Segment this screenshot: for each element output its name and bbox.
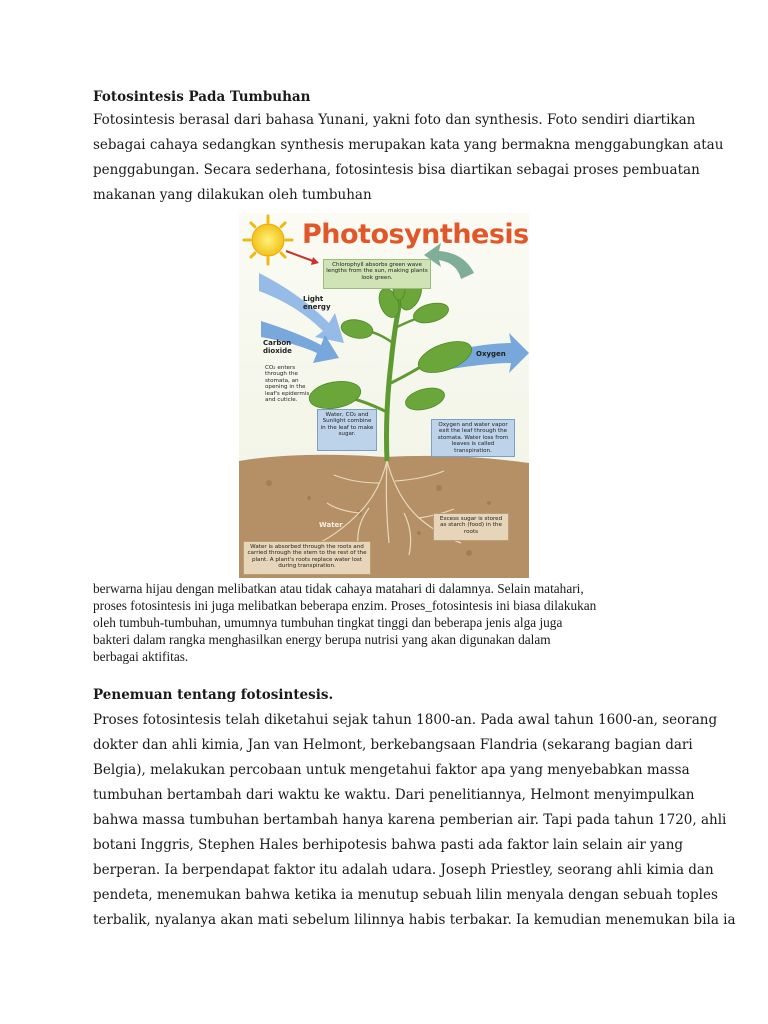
discovery-line: Proses fotosintesis telah diketahui sejak tahun 1800-an. Pada awal tahun 1600-an, seorang <box>93 712 718 728</box>
photosynthesis-illustration <box>239 213 529 578</box>
intro-paragraph <box>93 108 724 208</box>
chlorophyll-note: Chlorophyll absorbs green wave lengths from the sun, making plants look green. <box>323 259 431 289</box>
oxygen-label: Oxygen <box>476 350 506 358</box>
intro-line: Fotosintesis berasal dari bahasa Yunani, yakni foto dan synthesis. Foto sendiri diartikan <box>93 112 696 128</box>
discovery-line: berperan. Ia berpendapat faktor itu adalah udara. Joseph Priestley, seorang ahli kimia dan <box>93 862 714 878</box>
continuation-line: berbagai aktifitas. <box>93 649 189 664</box>
discovery-line: terbalik, nyalanya akan mati sebelum lilinnya habis terbakar. Ia kemudian menemukan bila ia <box>93 912 736 928</box>
sugar-note: Excess sugar is stored as starch (food) in the roots <box>433 513 509 541</box>
continuation-paragraph <box>93 580 674 665</box>
roots-note: Water is absorbed through the roots and carried through the stem to the rest of the plant. A plant's roots replace water lost during transpiration. <box>243 541 371 575</box>
section-heading-photosynthesis: Fotosintesis Pada Tumbuhan <box>93 89 311 105</box>
figure-title: Photosynthesis <box>302 219 529 250</box>
discovery-line: botani Inggris, Stephen Hales berhipotesis bahwa pasti ada faktor lain selain air yang <box>93 837 684 853</box>
light-energy-label: Light energy <box>303 295 331 311</box>
intro-line: penggabungan. Secara sederhana, fotosintesis bisa diartikan sebagai proses pembuatan <box>93 162 700 178</box>
combine-note: Water, CO₂ and Sunlight combine in the leaf to make sugar. <box>317 409 377 451</box>
intro-line: sebagai cahaya sedangkan synthesis merupakan kata yang bermakna menggabungkan atau <box>93 137 724 153</box>
carbon-dioxide-label: Carbon dioxide <box>263 339 292 355</box>
sun-icon <box>244 216 292 264</box>
discovery-line: pendeta, menemukan bahwa ketika ia menutup sebuah lilin menyala dengan sebuah toples <box>93 887 718 903</box>
discovery-line: bahwa massa tumbuhan bertambah hanya karena pemberian air. Tapi pada tahun 1720, ahli <box>93 812 727 828</box>
discovery-line: dokter dan ahli kimia, Jan van Helmont, berkebangsaan Flandria (sekarang bagian dari <box>93 737 693 753</box>
continuation-line: oleh tumbuh-tumbuhan, umumnya tumbuhan tingkat tinggi dan beberapa jenis alga juga <box>93 615 563 630</box>
continuation-line: berwarna hijau dengan melibatkan atau tidak cahaya matahari di dalamnya. Selain matahari, <box>93 581 584 596</box>
intro-line: makanan yang dilakukan oleh tumbuhan <box>93 187 372 203</box>
continuation-line: proses fotosintesis ini juga melibatkan beberapa enzim. Proses_fotosintesis ini biasa dilakukan <box>93 598 597 613</box>
section-heading-discovery: Penemuan tentang fotosintesis. <box>93 687 334 703</box>
water-label: Water <box>319 521 343 529</box>
co2-note: CO₂ enters through the stomata, an opening in the leaf's epidermis and cuticle. <box>265 365 310 404</box>
discovery-paragraph <box>93 708 736 933</box>
continuation-line: bakteri dalam rangka menghasilkan energy berupa nutrisi yang akan digunakan dalam <box>93 632 551 647</box>
discovery-line: tumbuhan bertambah dari waktu ke waktu. Dari penelitiannya, Helmont menyimpulkan <box>93 787 695 803</box>
transpiration-note: Oxygen and water vapor exit the leaf through the stomata. Water loss from leaves is called transpiration. <box>431 419 515 457</box>
discovery-line: Belgia), melakukan percobaan untuk mengetahui faktor apa yang menyebabkan massa <box>93 762 690 778</box>
